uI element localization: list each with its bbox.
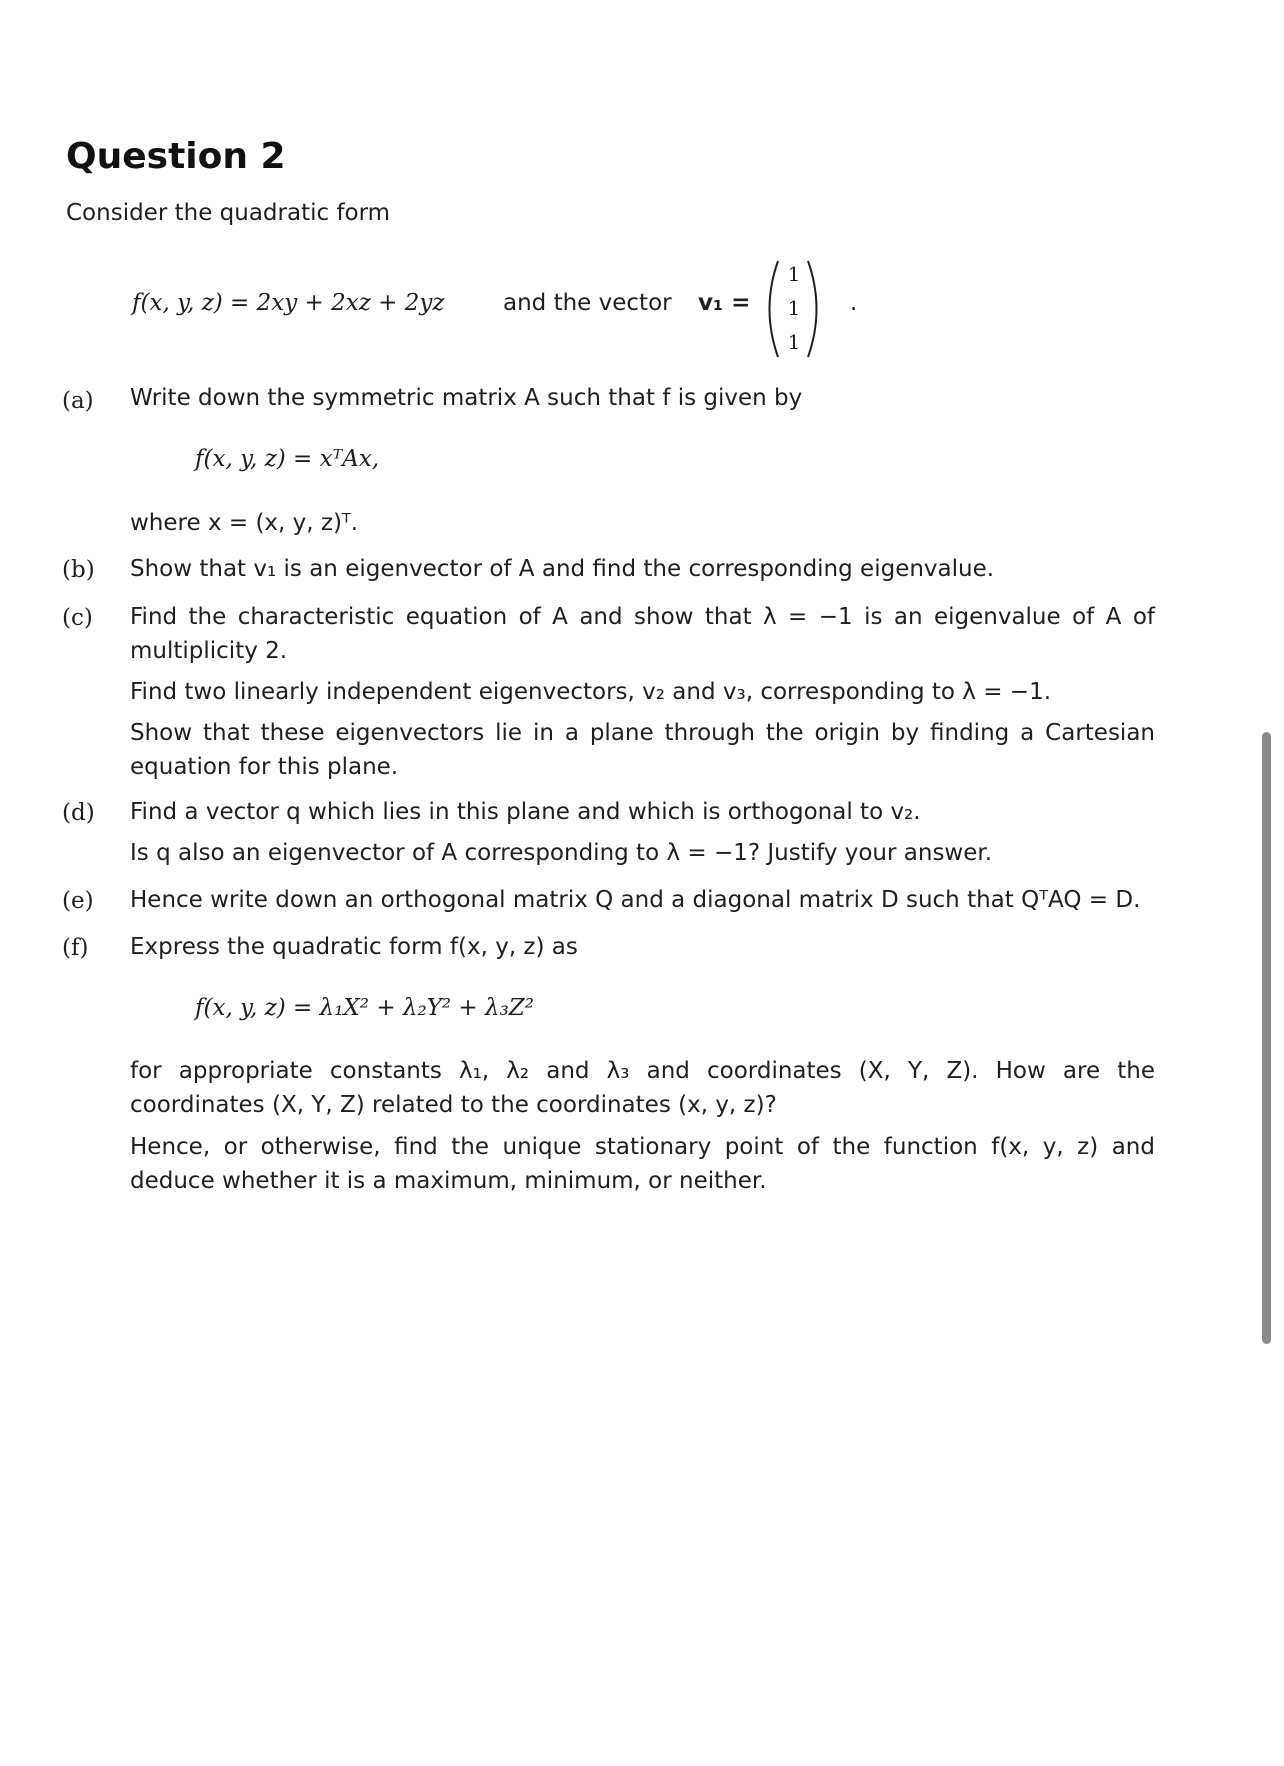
- definition-end-mark: .: [850, 290, 858, 316]
- part-f-text-3: Hence, or otherwise, find the unique stationary point of the function f(x, y, z) and deduce whether it is a maximum, minimum, or neither.: [130, 1134, 1155, 1194]
- vertical-scrollbar[interactable]: [1262, 732, 1271, 1344]
- part-c-text-3: Show that these eigenvectors lie in a plane through the origin by finding a Cartesian equation for this plane.: [130, 720, 1155, 780]
- vector-entry: 1: [787, 262, 801, 286]
- part-d-text-1: Find a vector q which lies in this plane and which is orthogonal to v₂.: [130, 799, 921, 825]
- intro-text: Consider the quadratic form: [66, 200, 391, 226]
- part-d-label: (d): [62, 800, 95, 826]
- part-f-text: Express the quadratic form f(x, y, z) as: [130, 934, 578, 960]
- vector-v1-column: [758, 258, 828, 360]
- part-c-label: (c): [62, 605, 93, 631]
- part-e-text: Hence write down an orthogonal matrix Q and a diagonal matrix D such that QᵀAQ = D.: [130, 887, 1141, 913]
- part-a-label: (a): [62, 388, 94, 414]
- part-c-text-1: Find the characteristic equation of A and show that λ = −1 is an eigenvalue of A of multiplicity 2.: [130, 604, 1155, 664]
- part-f-text-2: for appropriate constants λ₁, λ₂ and λ₃ and coordinates (X, Y, Z). How are the coordinates (X, Y, Z) related to the coordinates (x, y, z)?: [130, 1058, 1155, 1118]
- part-a-where: where x = (x, y, z)ᵀ.: [130, 510, 359, 536]
- question-heading: Question 2: [66, 136, 286, 177]
- vector-entry: 1: [787, 330, 801, 354]
- vector-entry: 1: [787, 296, 801, 320]
- part-a-text: Write down the symmetric matrix A such that f is given by: [130, 385, 803, 411]
- part-c-text-2: Find two linearly independent eigenvectors, v₂ and v₃, corresponding to λ = −1.: [130, 679, 1052, 705]
- part-e-label: (e): [62, 888, 94, 914]
- part-b-label: (b): [62, 557, 95, 583]
- quadratic-form-definition: f(x, y, z) = 2xy + 2xz + 2yz: [132, 290, 445, 316]
- part-d-text-2: Is q also an eigenvector of A corresponding to λ = −1? Justify your answer.: [130, 840, 993, 866]
- vector-connector: and the vector: [503, 290, 672, 316]
- part-b-text: Show that v₁ is an eigenvector of A and find the corresponding eigenvalue.: [130, 556, 995, 582]
- part-a-equation: f(x, y, z) = xᵀAx,: [195, 446, 380, 472]
- part-f-equation: f(x, y, z) = λ₁X² + λ₂Y² + λ₃Z²: [195, 995, 535, 1021]
- vector-v1-label: v₁ =: [698, 290, 751, 316]
- part-f-label: (f): [62, 935, 89, 961]
